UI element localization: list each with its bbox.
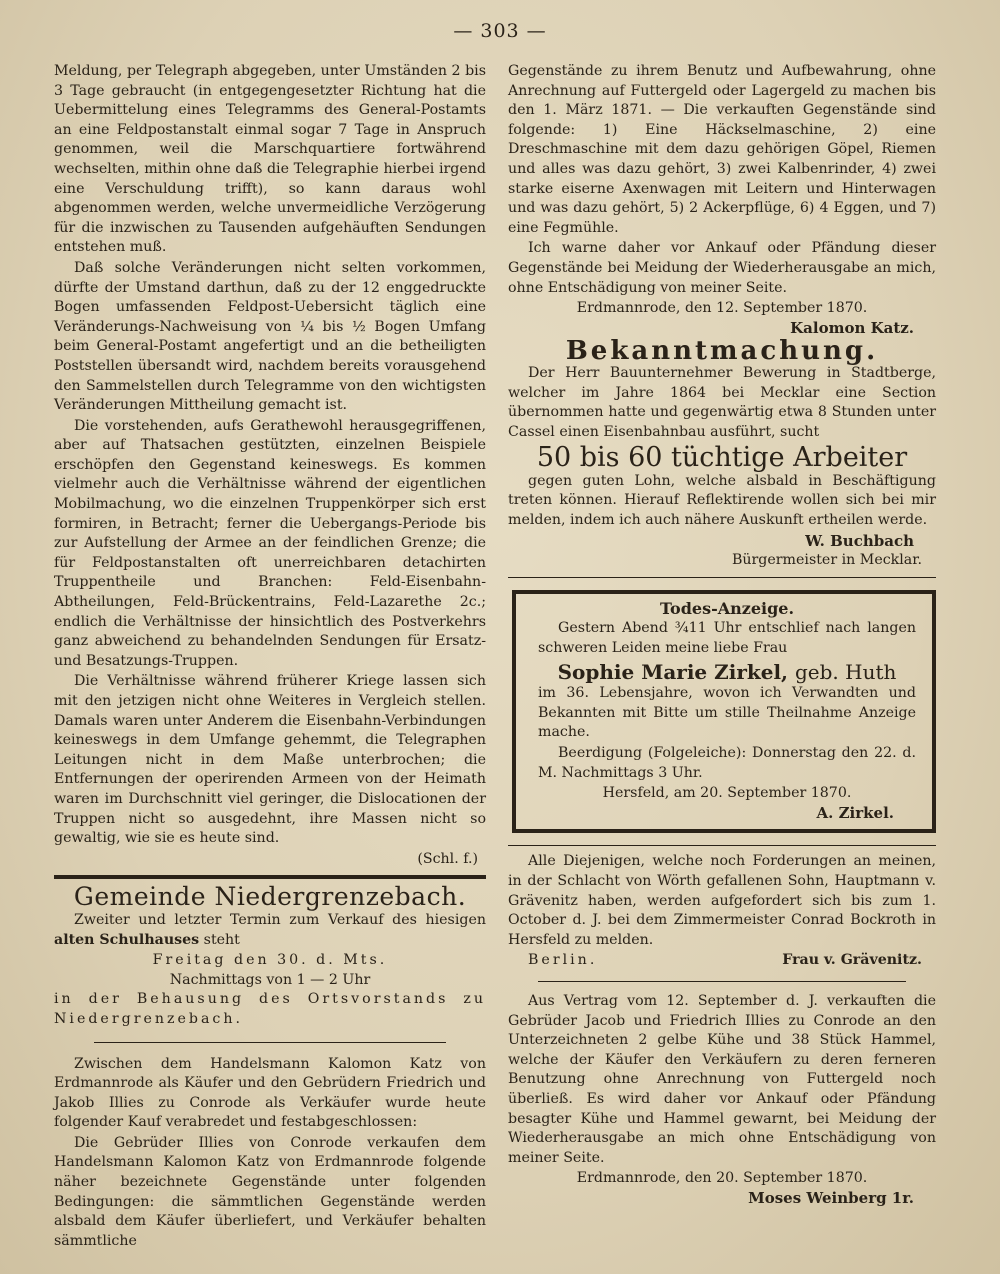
gemeinde-object: alten Schulhauses <box>54 931 200 948</box>
katz-signature: Kalomon Katz. <box>790 318 914 337</box>
katz-place-date: Erdmannrode, den 12. September 1870. <box>576 300 868 317</box>
graevenitz-place: Berlin. <box>528 952 598 969</box>
graevenitz-signature: Frau v. Grävenitz. <box>782 952 922 969</box>
todes-anzeige-box <box>512 590 936 834</box>
weinberg-place-date: Erdmannrode, den 20. September 1870. <box>576 1170 868 1187</box>
divider <box>538 981 906 982</box>
gemeinde-line1: Zweiter und letzter Termin zum Verkauf des hiesigen <box>74 911 486 928</box>
divider <box>508 845 936 846</box>
divider <box>508 577 936 578</box>
vertrag-paragraph: Zwischen dem Handelsmann Kalomon Katz von Erdmannrode als Käufer und den Gebrüdern Friedrich und Jakob Illies zu Conrode als Verkäufer wurde heute folgender Kauf verabredet und festabgeschlossen: <box>54 1055 486 1131</box>
article-paragraph: Daß solche Veränderungen nicht selten vorkommen, dürfte der Umstand darthun, daß zu der 12 enggedruckte Bogen umfassenden Feldpost-Uebersicht täglich eine Veränderungs-Nachweisung von ¼ bis ½ Bogen Umfang beim General-Postamt angefertigt und an die betheiligten Poststellen übersandt wird, nachdem bereits vorausgehend den Sammelstellen durch Telegramme von den wichtigsten Veränderungen Mittheilung gemacht ist. <box>54 259 486 414</box>
gemeinde-line1-end: steht <box>203 931 240 948</box>
weinberg-signature: Moses Weinberg 1r. <box>748 1188 914 1207</box>
weinberg-text: Aus Vertrag vom 12. September d. J. verkauften die Gebrüder Jacob und Friedrich Illies zu Conrode an den Unterzeichneten 2 gelbe Kühe und 38 Stück Hammel, welche der Käufer den Verkäufern zu deren ferneren Benutzung ohne Anrechnung von Futtergeld noch überließ. Es wird daher vor Ankauf oder Pfändung besagter Kühe und Hammel gewarnt, bei Meidung der Wiederherausgabe an mich ohne Entschädigung von meiner Seite. <box>508 992 936 1166</box>
bekanntmachung-notice <box>508 336 936 571</box>
right-column <box>508 62 936 1208</box>
article-paragraph: Meldung, per Telegraph abgegeben, unter Umständen 2 bis 3 Tage gebraucht (in entgegengesetzter Richtung hat die Uebermittelung eines Telegramms des General-Postamts an eine Feldpostanstalt einmal sogar 7 Tage in Anspruch genommen, weil die Marschquartiere fortwährend wechselten, mithin ohne daß die Telegraphie hierbei irgend eine Verschuldung trifft), so kann daraus wohl abgenommen werden, welche unvermeidliche Verzögerung für die inzwischen zu Tausenden aufgehäuften Sendungen entstehen muß. <box>54 63 486 256</box>
todes-text: im 36. Lebensjahre, wovon ich Verwandten und Bekannten mit Bitte um stille Theilnahme Anzeige mache. <box>538 685 916 741</box>
left-column <box>54 62 486 1252</box>
katz-paragraph: Gegenstände zu ihrem Benutz und Aufbewahrung, ohne Anrechnung auf Futtergeld oder Lagergeld zu machen bis den 1. März 1871. — Die verkauften Gegenstände sind folgende: 1) Eine Häckselmaschine, 2) eine Dreschmaschine mit dem dazu gehörigen Göpel, Riemen und alles was dazu gehört, 3) zwei Kalbenrinder, 4) zwei starke eiserne Axenwagen mit Leitern und Hinterwagen und was dazu gehört, 5) 2 Ackerpflüge, 6) 4 Eggen, und 7) eine Fegmühle. <box>508 63 936 236</box>
gemeinde-time: Nachmittags von 1 — 2 Uhr <box>169 971 371 988</box>
todes-text: Beerdigung (Folgeleiche): Donnerstag den 22. d. M. Nachmittags 3 Uhr. <box>538 745 916 781</box>
bekanntmachung-signature: W. Buchbach <box>805 531 914 550</box>
bekanntmachung-headline: 50 bis 60 tüchtige Arbeiter <box>536 442 908 474</box>
graevenitz-text: Alle Diejenigen, welche noch Forderungen an meinen, in der Schlacht von Wörth gefallenen Sohn, Hauptmann v. Grävenitz haben, werden aufgefordert sich bis zum 1. October d. J. bei dem Zimmermeister Conrad Bockroth in Hersfeld zu melden. <box>508 853 936 948</box>
gemeinde-text <box>54 911 486 950</box>
gemeinde-date: Freitag den 30. d. Mts. <box>152 952 388 969</box>
todes-text: Gestern Abend ¾11 Uhr entschlief nach langen schweren Leiden meine liebe Frau <box>538 620 916 657</box>
page-number: — 303 — <box>453 20 547 42</box>
gemeinde-notice <box>54 882 486 1029</box>
todes-name-main: Sophie Marie Zirkel, <box>557 659 788 684</box>
todes-place-date: Hersfeld, am 20. September 1870. <box>602 785 852 802</box>
gemeinde-location: in der Behausung des Ortsvorstands zu Niedergrenzebach. <box>54 991 486 1027</box>
divider <box>94 1042 446 1043</box>
bekanntmachung-title: Bekanntmachung. <box>565 336 879 367</box>
vertrag-paragraph: Die Gebrüder Illies von Conrode verkaufen dem Handelsmann Kalomon Katz von Erdmannrode folgende näher bezeichnete Gegenstände unter folgenden Bedingungen: die sämmtlichen Gegenstände werden alsbald dem Käufer überliefert, und Verkäufer behalten sämmtliche <box>54 1134 486 1249</box>
article-paragraph: Die Verhältnisse während früherer Kriege lassen sich mit den jetzigen nicht ohne Weiteres in Vergleich stellen. Damals waren unter Anderem die Eisenbahn-Verbindungen keineswegs in dem Umfange gehemmt, die Telegraphen Leitungen nicht in dem Maße unterbrochen; die Entfernungen der operirenden Armeen von der Heimath waren im Durchschnitt viel geringer, die Dislocationen der Truppen nicht so ausgedehnt, ihre Massen nicht so gewaltig, wie sie es heute sind. <box>54 673 486 847</box>
graevenitz-footer <box>508 951 936 971</box>
katz-paragraph: Ich warne daher vor Ankauf oder Pfändung dieser Gegenstände bei Meidung der Wiederherausgabe an mich, ohne Entschädigung von meiner Seite. <box>508 240 936 296</box>
todes-signature: A. Zirkel. <box>816 803 894 822</box>
todes-title: Todes-Anzeige. <box>659 598 795 618</box>
todes-name-rest: geb. Huth <box>794 659 897 684</box>
bekanntmachung-text: gegen guten Lohn, welche alsbald in Beschäftigung treten können. Hierauf Reflektirende wollen sich bei mir melden, indem ich auch nähere Auskunft ertheilen werde. <box>508 472 936 529</box>
article-continuation-note: (Schl. f.) <box>417 850 478 867</box>
article-paragraph: Die vorstehenden, aufs Gerathewohl herausgegriffenen, aber auf Thatsachen gestützten, einzelnen Beispiele erschöpfen den Gegenstand keineswegs. Es kommen vielmehr auch die Verhältnisse während der eigentlichen Mobilmachung, wo die einzelnen Truppenkörper sich erst formiren, in Betracht; ferner die Uebergangs-Periode bis zur Aufstellung der Armee an der feindlichen Grenze; die für Feldpostanstalten oft unerreichbaren detachirten Truppentheile und Branchen: Feld-Eisenbahn-Abtheilungen, Feld-Brückentrains, Feld-Lazarethe 2c.; endlich die Verhältnisse der hinsichtlich des Postverkehrs ganz abweichend zu behandelnden Sendungen für Ersatz- und Besatzungs-Truppen. <box>54 417 486 669</box>
bekanntmachung-text: Der Herr Bauunternehmer Bewerung in Stadtberge, welcher im Jahre 1864 bei Mecklar eine Section übernommen hatte und gegenwärtig etwa 8 Stunden unter Cassel einen Eisenbahnbau ausführt, sucht <box>508 364 936 440</box>
divider <box>54 875 486 879</box>
weinberg-notice <box>508 992 936 1209</box>
graevenitz-notice <box>508 852 936 971</box>
todes-name <box>538 659 916 684</box>
gemeinde-title: Gemeinde Niedergrenzebach. <box>73 882 467 912</box>
bekanntmachung-sign-title: Bürgermeister in Mecklar. <box>731 552 922 569</box>
